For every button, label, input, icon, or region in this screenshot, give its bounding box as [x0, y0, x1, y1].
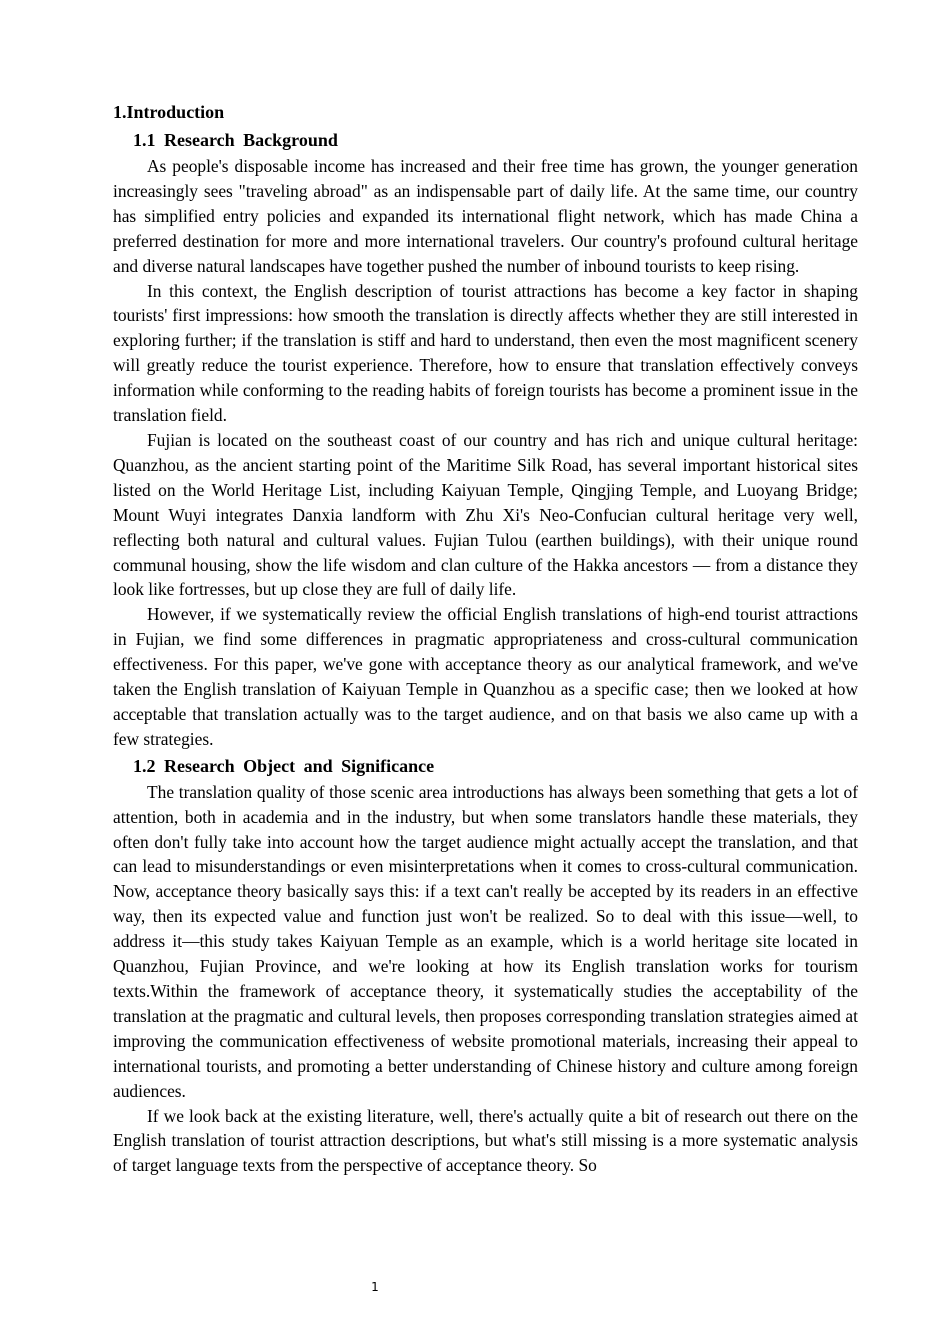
paragraph: The translation quality of those scenic area introductions has always been something that gets a lot of attention, both in academia and in the industry, but when some translators handle these materials, they often don't fully take into account how the target audience might actually accept the translation, and that can lead to misunderstandings or even misinterpretations when it comes to cross-cultural communication. Now, acceptance theory basically says this: if a text can't really be accepted by its readers in an effective way, then its expected value and function just won't be realized. So to deal with this issue—well, to address it—this study takes Kaiyuan Temple as an example, which is a world heritage site located in Quanzhou, Fujian Province, and we're looking at how its English translation works for tourism texts.Within the framework of acceptance theory, it systematically studies the acceptability of the translation at the pragmatic and cultural levels, then proposes corresponding translation strategies aimed at improving the communication effectiveness of website promotional materials, increasing their appeal to international tourists, and promoting a better understanding of Chinese history and culture among foreign audiences.: [113, 781, 858, 1101]
paragraph: However, if we systematically review the official English translations of high-end tourist attractions in Fujian, we find some differences in pragmatic appropriateness and cross-cultural communication effectiveness. For this paper, we've gone with acceptance theory as our analytical framework, and we've taken the English translation of Kaiyuan Temple in Quanzhou as a specific case; then we looked at how acceptable that translation actually was to the target audience, and on that basis we also came up with a few strategies.: [113, 604, 858, 749]
paragraph: Fujian is located on the southeast coast of our country and has rich and unique cultural heritage: Quanzhou, as the ancient starting point of the Maritime Silk Road, has several important historical sites listed on the World Heritage List, including Kaiyuan Temple, Qingjing Temple, and Luoyang Bridge; Mount Wuyi integrates Danxia landform with Zhu Xi's Neo-Confucian cultural heritage very well, reflecting both natural and cultural values. Fujian Tulou (earthen buildings), with their unique round communal housing, show the life wisdom and clan culture of the Hakka ancestors — from a distance they look like fortresses, but up close they are full of daily life.: [113, 429, 858, 600]
paragraph: If we look back at the existing literature, well, there's actually quite a bit of research out there on the English translation of tourist attraction descriptions, but what's still missing is a more systematic analysis of target language texts from the perspective of acceptance theory. So: [113, 1105, 858, 1176]
page-number: 1: [371, 1280, 379, 1294]
section-heading-research-object: 1.2 Research Object and Significance: [133, 755, 435, 776]
section-heading-research-background: 1.1 Research Background: [133, 130, 338, 150]
paragraph: In this context, the English description of tourist attractions has become a key factor in shaping tourists' first impressions: how smooth the translation is directly affects whether they are still interested in exploring further; if the translation is stiff and hard to understand, then even the most magnificent scenery will greatly reduce the tourist experience. Therefore, how to ensure that translation effectively conveys information while conforming to the reading habits of foreign tourists has become a prominent issue in the translation field.: [113, 280, 858, 426]
paragraph: As people's disposable income has increased and their free time has grown, the younger generation increasingly sees "traveling abroad" as an indispensable part of daily life. At the same time, our country has simplified entry policies and expanded its international flight network, which has made China a preferred destination for more and more international travelers. Our country's profound cultural heritage and diverse natural landscapes have together pushed the number of inbound tourists to keep rising.: [113, 156, 858, 276]
chapter-heading: 1.Introduction: [113, 102, 225, 122]
document-page: [113, 98, 858, 1178]
